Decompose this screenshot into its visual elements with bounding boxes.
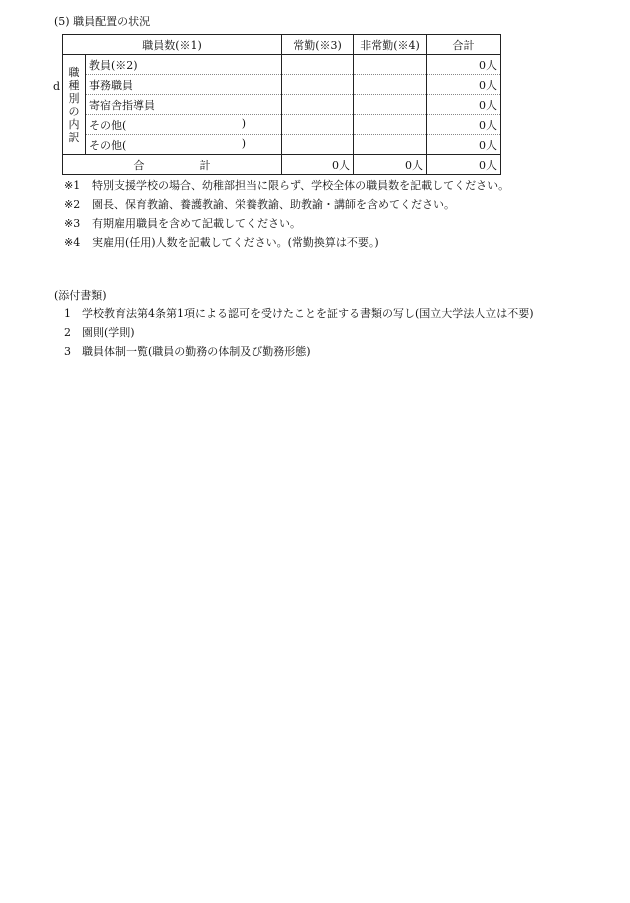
role-cell: 教員(※2) bbox=[86, 55, 282, 75]
note-key: ※1 bbox=[64, 179, 81, 192]
note-text: 実雇用(任用)人数を記載してください。(常勤換算は不要。) bbox=[92, 236, 379, 249]
note-key: ※2 bbox=[64, 198, 81, 211]
table-row bbox=[63, 75, 501, 95]
attachment-text: 学校教育法第4条第1項による認可を受けたことを証する書類の写し(国立大学法人立は不要) bbox=[82, 307, 534, 320]
notes bbox=[64, 176, 509, 252]
total-label-left: 合 bbox=[133, 158, 145, 172]
note-item bbox=[64, 214, 509, 233]
attachment-number: 2 bbox=[64, 326, 71, 339]
note-item bbox=[64, 176, 509, 195]
attachment-text: 職員体制一覧(職員の勤務の体制及び勤務形態) bbox=[82, 345, 311, 358]
note-text: 有期雇用職員を含めて記載してください。 bbox=[92, 217, 301, 230]
section-title: (5) 職員配置の状況 bbox=[54, 15, 151, 28]
table-row bbox=[63, 135, 501, 155]
total-row bbox=[63, 155, 501, 175]
table-header-row bbox=[63, 35, 501, 55]
note-text: 園長、保育教諭、養護教諭、栄養教諭、助教諭・講師を含めてください。 bbox=[92, 198, 455, 211]
parttime-cell[interactable] bbox=[354, 55, 427, 75]
table-row bbox=[63, 95, 501, 115]
header-staff-count: 職員数(※1) bbox=[63, 35, 282, 55]
staff-table bbox=[62, 34, 501, 175]
category-mark: d bbox=[53, 80, 61, 93]
note-text: 特別支援学校の場合、幼稚部担当に限らず、学校全体の職員数を記載してください。 bbox=[92, 179, 510, 192]
role-cell bbox=[86, 115, 282, 135]
total-label-cell bbox=[63, 155, 282, 175]
fulltime-cell[interactable] bbox=[282, 95, 354, 115]
attachments-list bbox=[64, 304, 534, 361]
attachment-item bbox=[64, 304, 534, 323]
note-item bbox=[64, 233, 509, 252]
fulltime-cell[interactable] bbox=[282, 55, 354, 75]
total-label-right: 計 bbox=[199, 158, 211, 172]
note-key: ※4 bbox=[64, 236, 81, 249]
table-row bbox=[63, 55, 501, 75]
role-other-label: その他( bbox=[89, 118, 127, 132]
category-label: 職 種 別 の 内 訳 bbox=[63, 55, 86, 155]
role-cell: 寄宿舎指導員 bbox=[86, 95, 282, 115]
role-other-label: その他( bbox=[89, 138, 127, 152]
role-other-paren: ) bbox=[241, 136, 246, 150]
total-parttime-cell: 0人 bbox=[354, 155, 427, 175]
parttime-cell[interactable] bbox=[354, 115, 427, 135]
attachment-item bbox=[64, 323, 534, 342]
grand-total-cell: 0人 bbox=[427, 155, 501, 175]
note-key: ※3 bbox=[64, 217, 81, 230]
fulltime-cell[interactable] bbox=[282, 75, 354, 95]
total-cell: 0人 bbox=[427, 55, 501, 75]
attachment-text: 園則(学則) bbox=[82, 326, 135, 339]
fulltime-cell[interactable] bbox=[282, 135, 354, 155]
header-fulltime: 常勤(※3) bbox=[282, 35, 354, 55]
attachment-number: 3 bbox=[64, 345, 71, 358]
total-cell: 0人 bbox=[427, 75, 501, 95]
role-cell: 事務職員 bbox=[86, 75, 282, 95]
table-row bbox=[63, 115, 501, 135]
attachment-number: 1 bbox=[64, 307, 71, 320]
attachments-title: (添付書類) bbox=[54, 289, 107, 302]
role-cell bbox=[86, 135, 282, 155]
attachment-item bbox=[64, 342, 534, 361]
parttime-cell[interactable] bbox=[354, 95, 427, 115]
role-other-paren: ) bbox=[241, 116, 246, 130]
total-cell: 0人 bbox=[427, 115, 501, 135]
header-total: 合計 bbox=[427, 35, 501, 55]
total-cell: 0人 bbox=[427, 135, 501, 155]
fulltime-cell[interactable] bbox=[282, 115, 354, 135]
total-fulltime-cell: 0人 bbox=[282, 155, 354, 175]
parttime-cell[interactable] bbox=[354, 75, 427, 95]
header-parttime: 非常勤(※4) bbox=[354, 35, 427, 55]
total-cell: 0人 bbox=[427, 95, 501, 115]
parttime-cell[interactable] bbox=[354, 135, 427, 155]
note-item bbox=[64, 195, 509, 214]
